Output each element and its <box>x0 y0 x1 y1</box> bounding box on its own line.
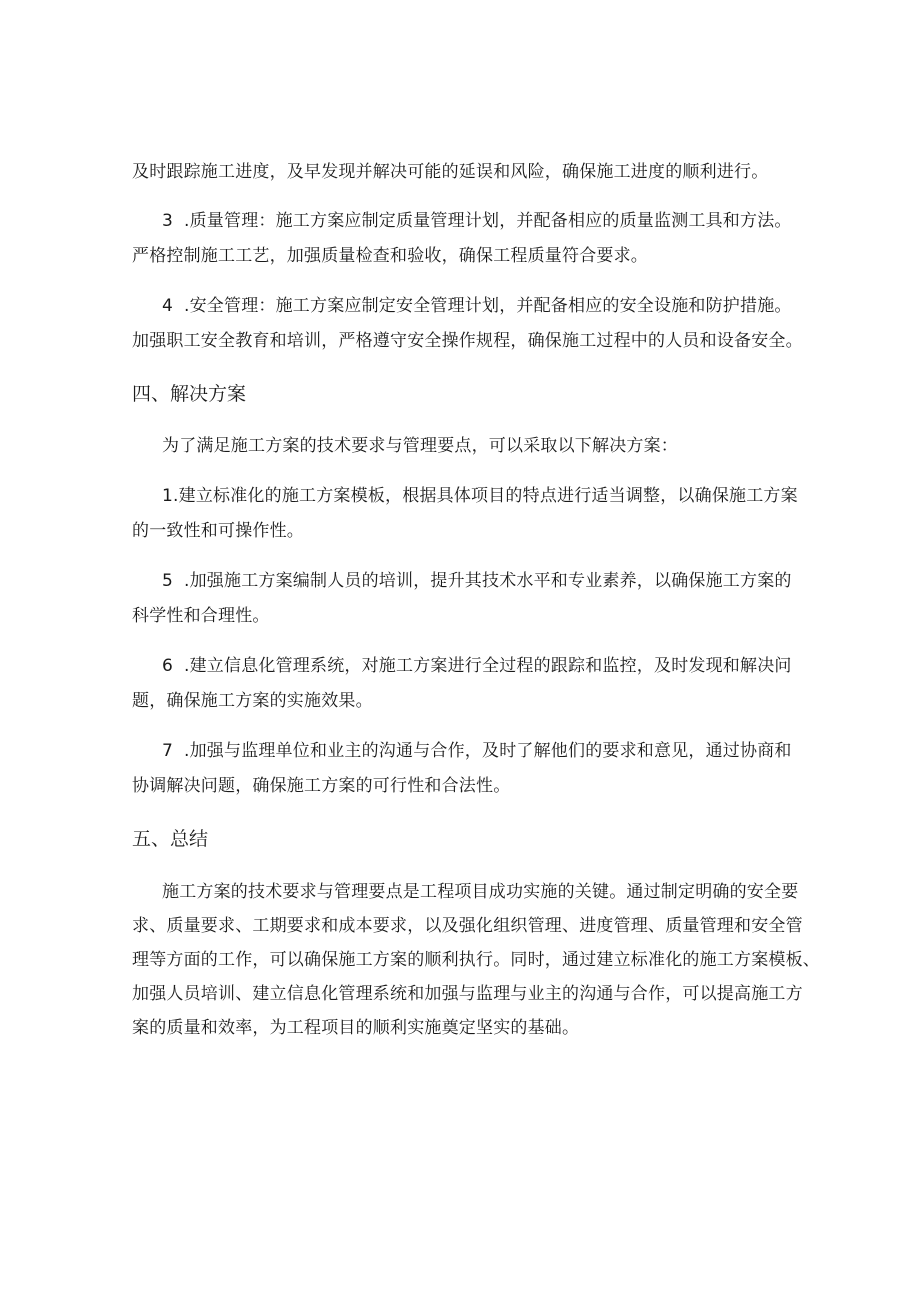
list-item-text: .建立信息化管理系统，对施工方案进行全过程的跟踪和监控，及时发现和解决问 <box>184 656 792 676</box>
section-heading-summary: 五、总结 <box>132 828 209 850</box>
solution-item-6-line2: 题，确保施工方案的实施效果。 <box>132 691 373 711</box>
solution-item-6-line1 <box>162 654 792 678</box>
section-heading-solutions: 四、解决方案 <box>132 383 247 405</box>
summary-line-2: 求、质量要求、工期要求和成本要求，以及强化组织管理、进度管理、质量管理和安全管 <box>132 916 803 936</box>
solution-item-5-line2: 科学性和合理性。 <box>132 606 270 626</box>
summary-line-5: 案的质量和效率，为工程项目的顺利实施奠定坚实的基础。 <box>132 1018 580 1038</box>
list-item-4-line1 <box>162 294 792 318</box>
solution-item-5-line1 <box>162 569 792 593</box>
solution-item-7-line1 <box>162 739 792 763</box>
list-number: 6 <box>162 656 174 676</box>
list-item-text: .加强与监理单位和业主的沟通与合作，及时了解他们的要求和意见，通过协商和 <box>184 741 792 761</box>
solution-item-1-line2: 的一致性和可操作性。 <box>132 521 304 541</box>
solution-item-7-line2: 协调解决问题，确保施工方案的可行性和合法性。 <box>132 776 511 796</box>
list-number: 7 <box>162 741 174 761</box>
list-number: 3 <box>162 211 174 231</box>
summary-line-3: 理等方面的工作，可以确保施工方案的顺利执行。同时，通过建立标准化的施工方案模板、 <box>132 950 820 970</box>
list-item-3-line2: 严格控制施工工艺，加强质量检查和验收，确保工程质量符合要求。 <box>132 246 648 266</box>
list-number: 4 <box>162 296 174 316</box>
summary-line-4: 加强人员培训、建立信息化管理系统和加强与监理与业主的沟通与合作，可以提高施工方 <box>132 984 803 1004</box>
list-number: 5 <box>162 571 174 591</box>
list-item-text: .安全管理：施工方案应制定安全管理计划，并配备相应的安全设施和防护措施。 <box>184 296 792 316</box>
solution-item-1-line1: 1.建立标准化的施工方案模板，根据具体项目的特点进行适当调整，以确保施工方案 <box>162 486 798 506</box>
summary-line-1: 施工方案的技术要求与管理要点是工程项目成功实施的关键。通过制定明确的安全要 <box>162 882 799 902</box>
section-intro: 为了满足施工方案的技术要求与管理要点，可以采取以下解决方案： <box>162 436 678 456</box>
list-item-3-line1 <box>162 209 792 233</box>
list-item-4-line2: 加强职工安全教育和培训，严格遵守安全操作规程，确保施工过程中的人员和设备安全。 <box>132 331 803 351</box>
list-item-text: .质量管理：施工方案应制定质量管理计划，并配备相应的质量监测工具和方法。 <box>184 211 792 231</box>
list-item-text: .加强施工方案编制人员的培训，提升其技术水平和专业素养，以确保施工方案的 <box>184 571 792 591</box>
paragraph-line: 及时跟踪施工进度，及早发现并解决可能的延误和风险，确保施工进度的顺利进行。 <box>132 162 769 182</box>
